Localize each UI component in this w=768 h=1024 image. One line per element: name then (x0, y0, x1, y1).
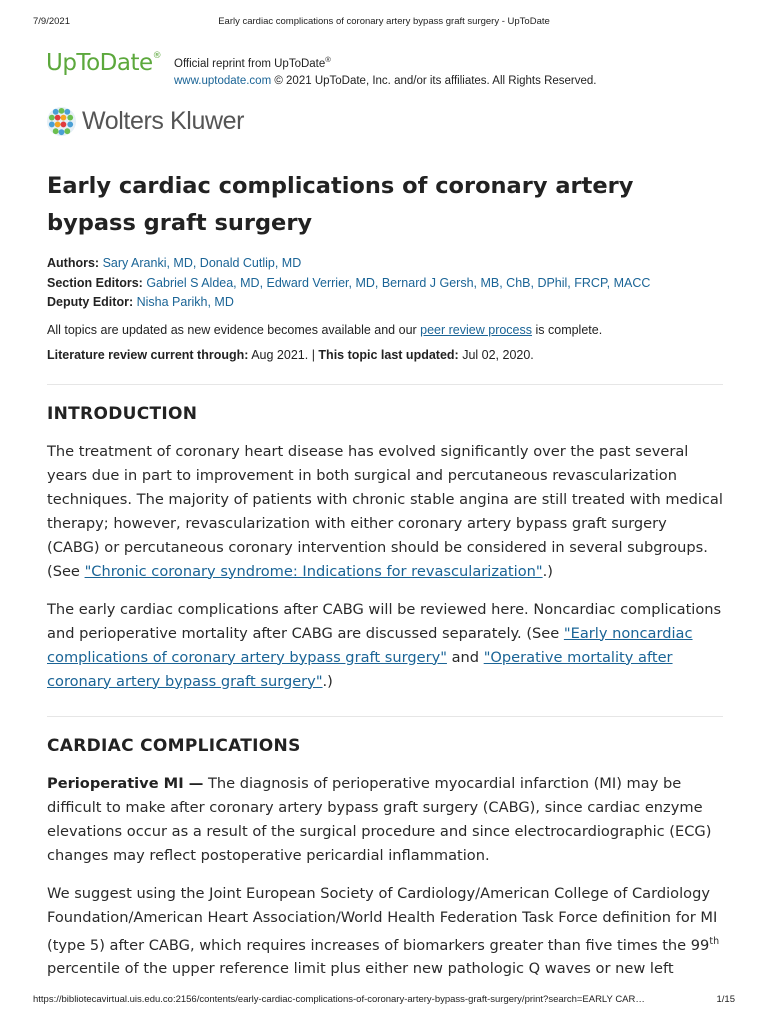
article (47, 168, 723, 981)
logo-text: UpToDate (46, 50, 153, 76)
cardiac-complications-heading: CARDIAC COMPLICATIONS (47, 735, 301, 756)
reprint-notice (174, 51, 597, 90)
print-url: https://bibliotecavirtual.uis.edu.co:2156/contents/early-cardiac-complications-of-coronary-artery-bypass-graft-surgery/print?search=EARLY CAR… (33, 994, 645, 1005)
cardiac-p1-text: The diagnosis of perioperative myocardial infarction (MI) may be difficult to make after coronary artery bypass graft surgery (CABG), since cardiac enzyme elevations occur as a result of the surgical procedure and since electrocardiographic (ECG) changes may reflect postoperative pericardial inflammation. (47, 774, 712, 864)
article-title: Early cardiac complications of coronary artery bypass graft surgery (47, 173, 634, 236)
link-chronic-coronary-syndrome[interactable]: "Chronic coronary syndrome: Indications for revascularization" (84, 562, 543, 580)
reprint-registered-mark: ® (325, 55, 331, 64)
update-note-end: is complete. (532, 322, 603, 337)
review-dates (47, 346, 723, 366)
deputy-editor-link[interactable]: Nisha Parikh, MD (136, 295, 234, 309)
copyright-text: © 2021 UpToDate, Inc. and/or its affiliates. All Rights Reserved. (271, 74, 597, 87)
peer-review-link[interactable]: peer review process (420, 322, 533, 337)
cardiac-paragraph-2 (47, 882, 723, 982)
publisher-name: Wolters Kluwer (82, 107, 245, 135)
section-editors-line (47, 274, 723, 294)
intro-p2-mid: and (446, 648, 484, 666)
intro-p2-end: .) (322, 672, 333, 690)
wolters-kluwer-logo[interactable] (46, 106, 244, 137)
cardiac-p2-end: percentile of the upper reference limit plus either new pathologic Q waves or new left (47, 960, 674, 978)
intro-paragraph-2 (47, 598, 723, 694)
authors-links[interactable]: Sary Aranki, MD, Donald Cutlip, MD (102, 256, 302, 270)
wolters-kluwer-globe-icon (46, 106, 77, 137)
last-updated-value: Jul 02, 2020. (458, 348, 534, 362)
lit-review-value: Aug 2021. | (248, 348, 319, 362)
divider (47, 384, 723, 385)
section-editors-label: Section Editors: (47, 275, 143, 290)
update-note (47, 321, 723, 341)
cardiac-p2-sup: th (709, 935, 720, 947)
section-editors-links[interactable]: Gabriel S Aldea, MD, Edward Verrier, MD, Bernard J Gersh, MB, ChB, DPhil, FRCP, MACC (146, 275, 651, 290)
print-date: 7/9/2021 (33, 16, 70, 27)
article-meta (47, 254, 723, 313)
last-updated-label: This topic last updated: (318, 348, 459, 362)
cardiac-p2-text: We suggest using the Joint European Society of Cardiology/American College of Cardiology Foundation/American Heart Association/World Health Federation Task Force definition for MI (type 5) after CABG, which requires increases of biomarkers greater than five times the 99 (47, 884, 718, 954)
print-title: Early cardiac complications of coronary artery bypass graft surgery - UpToDate (218, 16, 550, 27)
authors-label: Authors: (47, 256, 100, 270)
cardiac-paragraph-1 (47, 772, 723, 868)
lit-review-label: Literature review current through: (47, 348, 249, 362)
link-early-noncardiac[interactable]: "Early noncardiac complications of coronary artery bypass graft surgery" (47, 624, 693, 666)
uptodate-site-link[interactable]: www.uptodate.com (174, 74, 272, 87)
link-operative-mortality[interactable]: "Operative mortality after coronary artery bypass graft surgery" (47, 648, 673, 690)
intro-p1-end: .) (542, 562, 553, 580)
logo-registered-mark: ® (152, 51, 162, 61)
update-note-text: All topics are updated as new evidence becomes available and our (47, 322, 421, 337)
reprint-line: Official reprint from UpToDate (174, 57, 326, 70)
intro-p2-text: The early cardiac complications after CABG will be reviewed here. Noncardiac complications and perioperative mortality after CABG are discussed separately. (See (47, 600, 722, 642)
perioperative-mi-lead: Perioperative MI — (47, 774, 204, 792)
intro-p1-text: The treatment of coronary heart disease has evolved significantly over the past several years due in part to improvement in both surgical and percutaneous revascularization techniques. The majority of patients with chronic stable angina are still treated with medical therapy; however, revascularization with either coronary artery bypass graft surgery (CABG) or percutaneous coronary intervention should be considered in several subgroups. (See (47, 442, 723, 580)
page-number: 1/15 (716, 994, 735, 1005)
uptodate-logo[interactable] (46, 50, 161, 76)
divider (47, 716, 723, 717)
introduction-heading: INTRODUCTION (47, 403, 198, 424)
deputy-editor-line (47, 293, 723, 313)
authors-line (47, 254, 723, 274)
intro-paragraph-1 (47, 440, 723, 584)
deputy-editor-label: Deputy Editor: (47, 295, 134, 309)
